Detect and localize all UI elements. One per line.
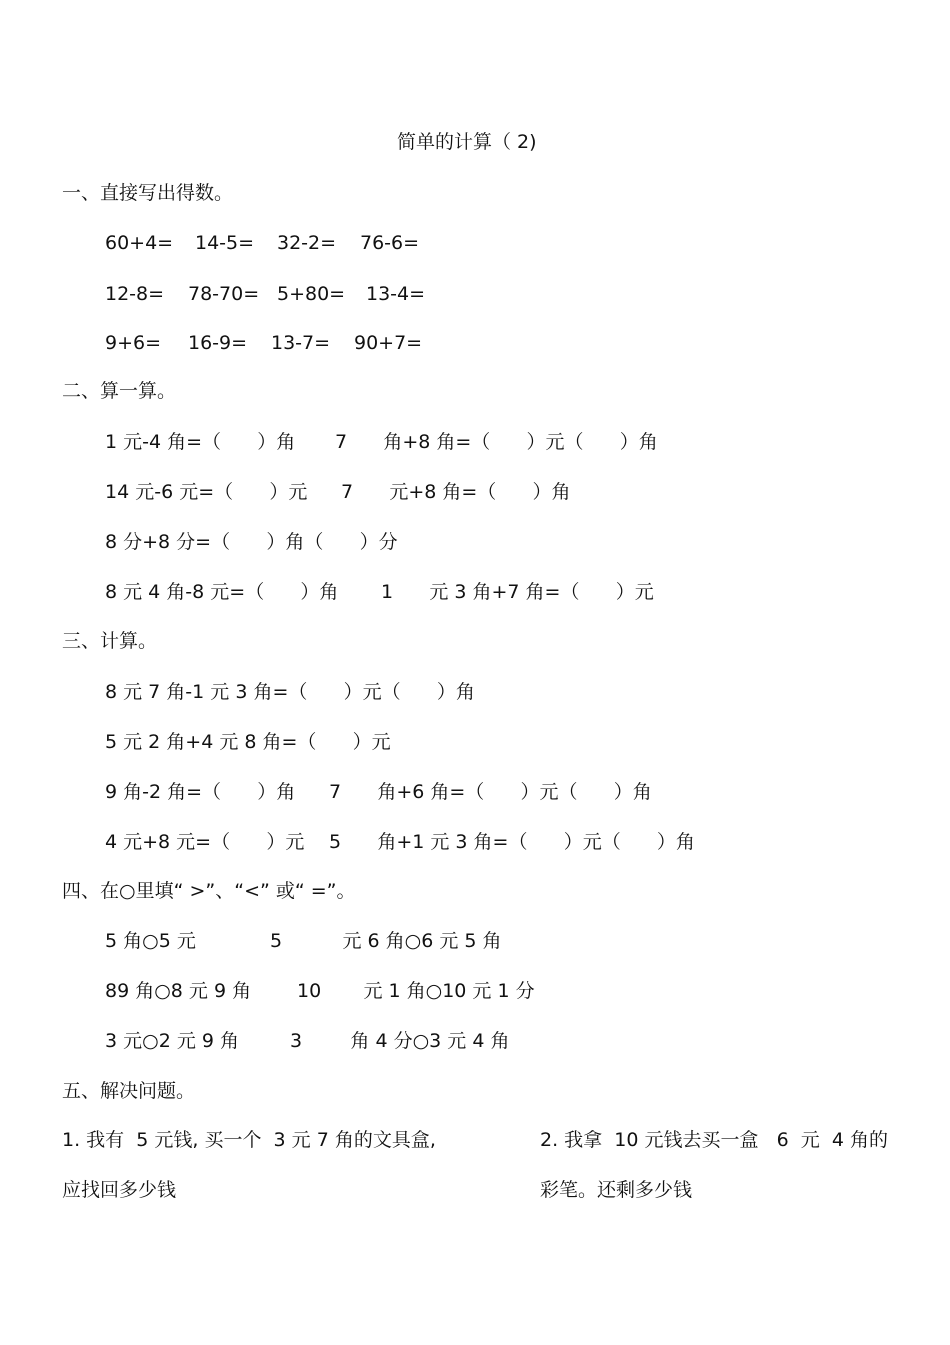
exercise-item: 76-6= bbox=[360, 232, 420, 254]
word-problem-2-line-2: 彩笔。还剩多少钱 bbox=[540, 1179, 693, 1201]
exercise-item: 1 元 3 角+7 角=（ ）元 bbox=[381, 581, 654, 603]
page-title: 简单的计算（ 2) bbox=[397, 131, 537, 153]
section-4-heading: 四、在○里填“ >”、“<” 或“ =”。 bbox=[62, 880, 356, 902]
exercise-item: 12-8= bbox=[105, 283, 165, 305]
exercise-item: 4 元+8 元=（ ）元 bbox=[105, 831, 305, 853]
exercise-item: 8 分+8 分=（ ）角（ ）分 bbox=[105, 531, 398, 553]
section-3-heading: 三、计算。 bbox=[62, 630, 158, 652]
exercise-item: 14 元-6 元=（ ）元 bbox=[105, 481, 308, 503]
exercise-item: 5 元 6 角○6 元 5 角 bbox=[270, 930, 502, 952]
exercise-item: 60+4= bbox=[105, 232, 174, 254]
exercise-item: 16-9= bbox=[188, 332, 248, 354]
section-5-heading: 五、解决问题。 bbox=[62, 1080, 196, 1102]
exercise-item: 8 元 7 角-1 元 3 角=（ ）元（ ）角 bbox=[105, 681, 475, 703]
exercise-item: 7 元+8 角=（ ）角 bbox=[341, 481, 571, 503]
section-2-heading: 二、算一算。 bbox=[62, 380, 177, 402]
word-problem-2-line-1: 2. 我拿 10 元钱去买一盒 6 元 4 角的 bbox=[540, 1129, 888, 1151]
exercise-item: 14-5= bbox=[195, 232, 255, 254]
exercise-item: 90+7= bbox=[354, 332, 423, 354]
exercise-item: 10 元 1 角○10 元 1 分 bbox=[297, 980, 535, 1002]
exercise-item: 5+80= bbox=[277, 283, 346, 305]
exercise-item: 7 角+6 角=（ ）元（ ）角 bbox=[329, 781, 652, 803]
word-problem-1-line-1: 1. 我有 5 元钱, 买一个 3 元 7 角的文具盒, bbox=[62, 1129, 436, 1151]
word-problem-1-line-2: 应找回多少钱 bbox=[62, 1179, 177, 1201]
exercise-item: 8 元 4 角-8 元=（ ）角 bbox=[105, 581, 339, 603]
exercise-item: 5 角+1 元 3 角=（ ）元（ ）角 bbox=[329, 831, 695, 853]
exercise-item: 7 角+8 角=（ ）元（ ）角 bbox=[335, 431, 658, 453]
exercise-item: 1 元-4 角=（ ）角 bbox=[105, 431, 296, 453]
exercise-item: 89 角○8 元 9 角 bbox=[105, 980, 252, 1002]
exercise-item: 3 元○2 元 9 角 bbox=[105, 1030, 240, 1052]
exercise-item: 5 角○5 元 bbox=[105, 930, 196, 952]
exercise-item: 9 角-2 角=（ ）角 bbox=[105, 781, 296, 803]
exercise-item: 13-4= bbox=[366, 283, 426, 305]
exercise-item: 78-70= bbox=[188, 283, 260, 305]
exercise-item: 3 角 4 分○3 元 4 角 bbox=[290, 1030, 510, 1052]
exercise-item: 9+6= bbox=[105, 332, 162, 354]
exercise-item: 5 元 2 角+4 元 8 角=（ ）元 bbox=[105, 731, 391, 753]
exercise-item: 32-2= bbox=[277, 232, 337, 254]
exercise-item: 13-7= bbox=[271, 332, 331, 354]
section-1-heading: 一、直接写出得数。 bbox=[62, 182, 234, 204]
